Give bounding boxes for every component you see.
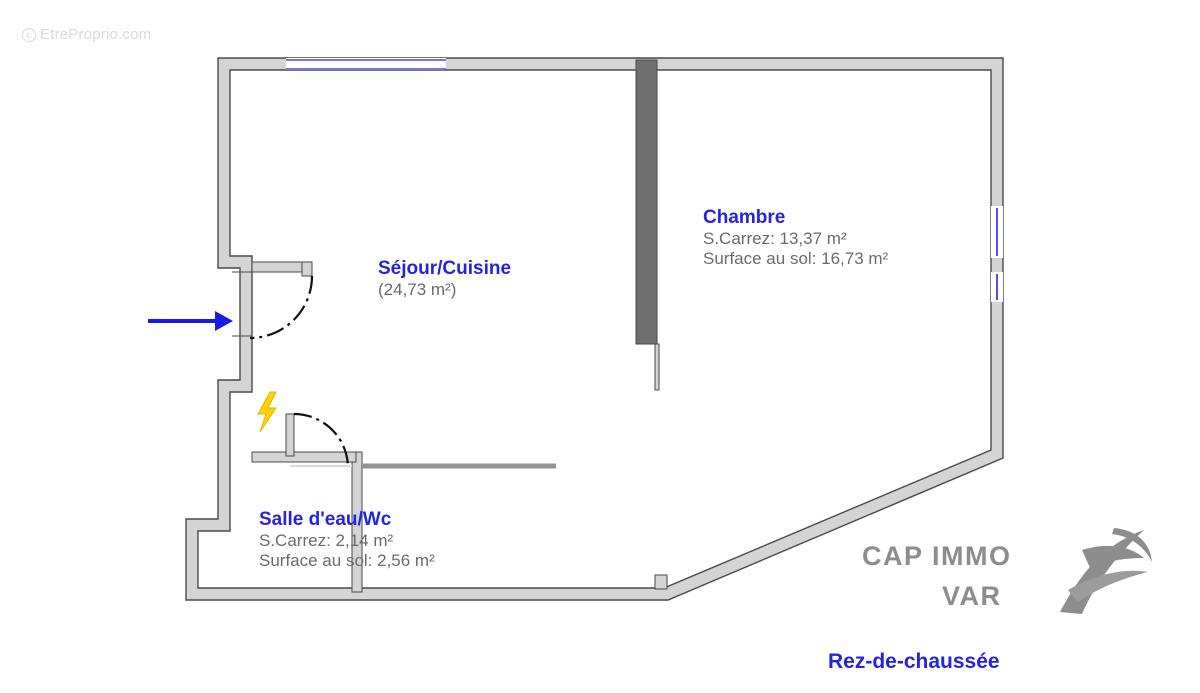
room-name: Chambre [703,207,786,228]
agency-logo-line2: VAR [942,581,1002,611]
room-name: Séjour/Cuisine [378,258,512,279]
room-area-floor: Surface au sol: 16,73 m² [703,249,889,268]
agency-logo-line1: CAP IMMO [862,541,1012,571]
copyright-icon: c [22,28,36,42]
window-top [286,58,446,70]
room-area-carrez: S.Carrez: 2,14 m² [259,531,394,550]
arrow-right-icon [148,311,233,331]
room-label-chambre [703,207,888,269]
room-area-surface: (24,73 m²) [378,280,457,299]
room-area-floor: Surface au sol: 2,56 m² [259,551,435,570]
door-entry [250,276,312,338]
agency-logo [852,533,1152,623]
floor-level-label: Rez-de-chaussée [828,650,1000,673]
watermark-text: EtreProprio.com [40,26,152,43]
watermark-etreproprio [22,26,151,43]
room-area-carrez: S.Carrez: 13,37 m² [703,229,847,248]
room-label-salle-eau-wc [259,509,435,571]
room-name: Salle d'eau/Wc [259,509,392,530]
room-label-sejour-cuisine [378,258,511,300]
lightning-bolt-icon [258,392,276,432]
